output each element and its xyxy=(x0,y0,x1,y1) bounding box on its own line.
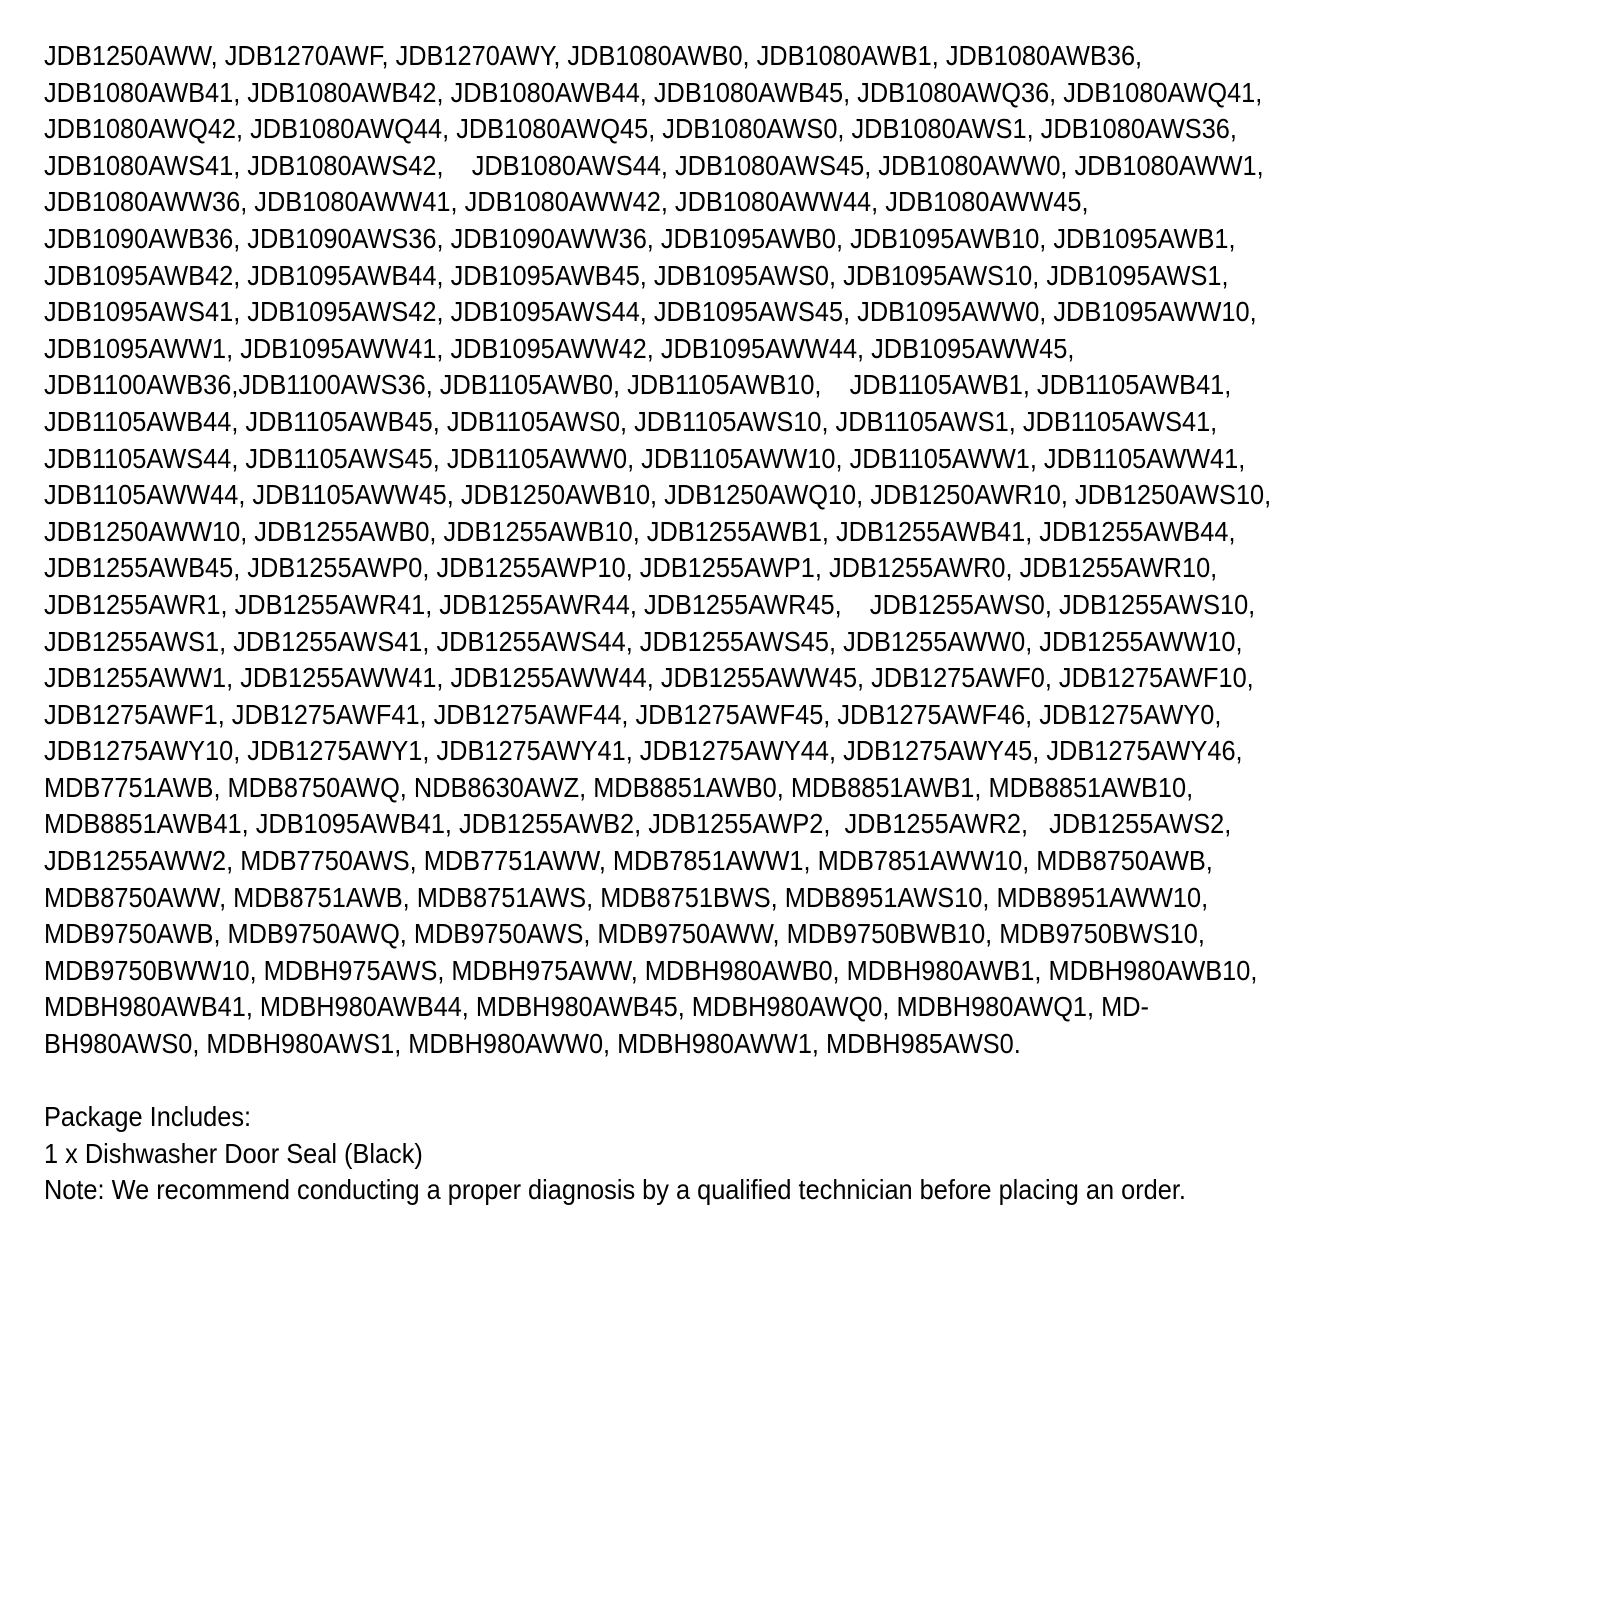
model-line: MDB9750BWW10, MDBH975AWS, MDBH975AWW, MDBH980AWB0, MDBH980AWB1, MDBH980AWB10, xyxy=(44,954,1258,986)
compatible-models-list xyxy=(44,38,1574,1063)
model-line: JDB1080AWQ42, JDB1080AWQ44, JDB1080AWQ45, JDB1080AWS0, JDB1080AWS1, JDB1080AWS36, xyxy=(44,113,1237,145)
package-heading: Package Includes: xyxy=(44,1101,252,1133)
model-line: JDB1255AWW1, JDB1255AWW41, JDB1255AWW44, JDB1255AWW45, JDB1275AWF0, JDB1275AWF10, xyxy=(44,662,1254,694)
model-line: MDB7751AWB, MDB8750AWQ, NDB8630AWZ, MDB8851AWB0, MDB8851AWB1, MDB8851AWB10, xyxy=(44,771,1194,803)
model-line: JDB1095AWB42, JDB1095AWB44, JDB1095AWB45, JDB1095AWS0, JDB1095AWS10, JDB1095AWS1, xyxy=(44,259,1229,291)
model-line: JDB1080AWB41, JDB1080AWB42, JDB1080AWB44, JDB1080AWB45, JDB1080AWQ36, JDB1080AWQ41, xyxy=(44,76,1263,108)
model-line: JDB1090AWB36, JDB1090AWS36, JDB1090AWW36, JDB1095AWB0, JDB1095AWB10, JDB1095AWB1, xyxy=(44,222,1236,254)
package-note: Note: We recommend conducting a proper diagnosis by a qualified technician before placing an order. xyxy=(44,1174,1186,1206)
product-description xyxy=(44,38,1574,1209)
package-item: 1 x Dishwasher Door Seal (Black) xyxy=(44,1137,423,1169)
model-line: JDB1255AWW2, MDB7750AWS, MDB7751AWW, MDB7851AWW1, MDB7851AWW10, MDB8750AWB, xyxy=(44,845,1213,877)
model-line: BH980AWS0, MDBH980AWS1, MDBH980AWW0, MDBH980AWW1, MDBH985AWS0. xyxy=(44,1028,1021,1060)
model-line: MDB8851AWB41, JDB1095AWB41, JDB1255AWB2, JDB1255AWP2, JDB1255AWR2, JDB1255AWS2, xyxy=(44,808,1232,840)
model-line: JDB1100AWB36,JDB1100AWS36, JDB1105AWB0, JDB1105AWB10, JDB1105AWB1, JDB1105AWB41, xyxy=(44,369,1232,401)
model-line: JDB1275AWF1, JDB1275AWF41, JDB1275AWF44, JDB1275AWF45, JDB1275AWF46, JDB1275AWY0, xyxy=(44,698,1222,730)
model-line: JDB1275AWY10, JDB1275AWY1, JDB1275AWY41, JDB1275AWY44, JDB1275AWY45, JDB1275AWY46, xyxy=(44,735,1243,767)
model-line: JDB1255AWS1, JDB1255AWS41, JDB1255AWS44, JDB1255AWS45, JDB1255AWW0, JDB1255AWW10, xyxy=(44,625,1243,657)
model-line: JDB1080AWW36, JDB1080AWW41, JDB1080AWW42, JDB1080AWW44, JDB1080AWW45, xyxy=(44,186,1089,218)
model-line: MDB9750AWB, MDB9750AWQ, MDB9750AWS, MDB9750AWW, MDB9750BWB10, MDB9750BWS10, xyxy=(44,918,1205,950)
model-line: JDB1095AWS41, JDB1095AWS42, JDB1095AWS44, JDB1095AWS45, JDB1095AWW0, JDB1095AWW10, xyxy=(44,296,1257,328)
model-line: JDB1095AWW1, JDB1095AWW41, JDB1095AWW42, JDB1095AWW44, JDB1095AWW45, xyxy=(44,332,1075,364)
model-line: JDB1105AWS44, JDB1105AWS45, JDB1105AWW0, JDB1105AWW10, JDB1105AWW1, JDB1105AWW41, xyxy=(44,442,1246,474)
model-line: JDB1255AWB45, JDB1255AWP0, JDB1255AWP10, JDB1255AWP1, JDB1255AWR0, JDB1255AWR10, xyxy=(44,552,1218,584)
model-line: JDB1250AWW10, JDB1255AWB0, JDB1255AWB10, JDB1255AWB1, JDB1255AWB41, JDB1255AWB44, xyxy=(44,515,1236,547)
model-line: JDB1250AWW, JDB1270AWF, JDB1270AWY, JDB1080AWB0, JDB1080AWB1, JDB1080AWB36, xyxy=(44,40,1143,71)
model-line: MDB8750AWW, MDB8751AWB, MDB8751AWS, MDB8751BWS, MDB8951AWS10, MDB8951AWW10, xyxy=(44,881,1209,913)
package-section xyxy=(44,1099,1574,1209)
model-line: JDB1105AWB44, JDB1105AWB45, JDB1105AWS0, JDB1105AWS10, JDB1105AWS1, JDB1105AWS41, xyxy=(44,405,1218,437)
model-line: JDB1105AWW44, JDB1105AWW45, JDB1250AWB10, JDB1250AWQ10, JDB1250AWR10, JDB1250AWS10, xyxy=(44,479,1272,511)
section-spacer xyxy=(44,1063,1574,1100)
model-line: JDB1080AWS41, JDB1080AWS42, JDB1080AWS44, JDB1080AWS45, JDB1080AWW0, JDB1080AWW1, xyxy=(44,149,1264,181)
model-line: JDB1255AWR1, JDB1255AWR41, JDB1255AWR44, JDB1255AWR45, JDB1255AWS0, JDB1255AWS10, xyxy=(44,588,1256,620)
model-line: MDBH980AWB41, MDBH980AWB44, MDBH980AWB45, MDBH980AWQ0, MDBH980AWQ1, MD- xyxy=(44,991,1149,1023)
